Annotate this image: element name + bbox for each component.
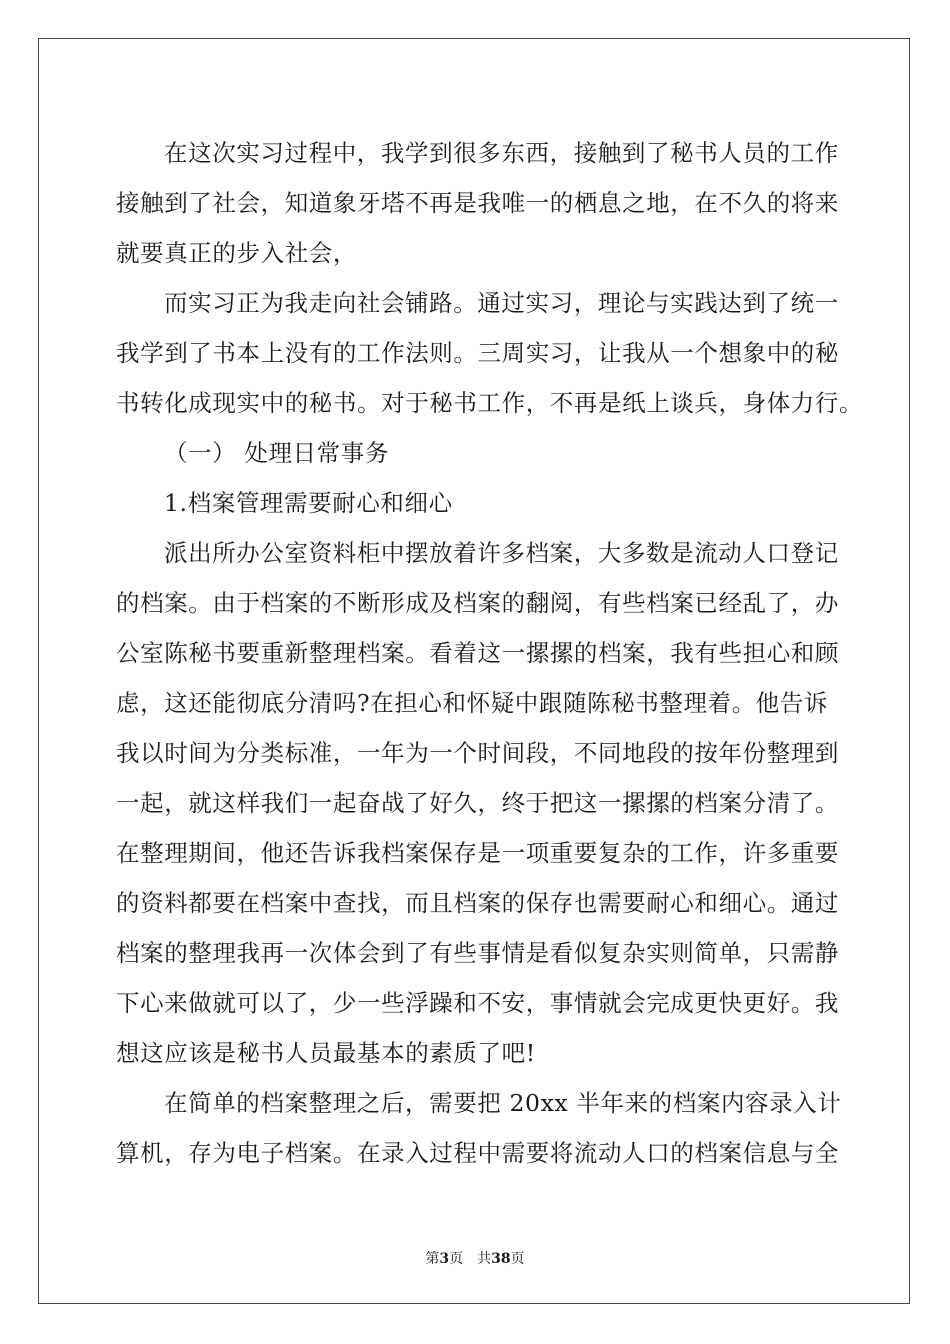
text-line: 的资料都要在档案中查找，而且档案的保存也需要耐心和细心。通过 <box>116 889 839 917</box>
text-line: 书转化成现实中的秘书。对于秘书工作，不再是纸上谈兵，身体力行。 <box>116 389 864 417</box>
text-line: 我以时间为分类标准，一年为一个时间段，不同地段的按年份整理到 <box>116 739 839 767</box>
text-line: 而实习正为我走向社会铺路。通过实习，理论与实践达到了统一 <box>164 289 839 317</box>
text-line: （一） 处理日常事务 <box>164 439 389 467</box>
text-line: 一起，就这样我们一起奋战了好久，终于把这一摞摞的档案分清了。 <box>116 789 839 817</box>
text-line: 下心来做就可以了，少一些浮躁和不安，事情就会完成更快更好。我 <box>116 989 839 1017</box>
page-footer <box>0 1248 950 1268</box>
text-line: 虑，这还能彻底分清吗?在担心和怀疑中跟随陈秘书整理着。他告诉 <box>116 689 829 717</box>
text-line: 就要真正的步入社会， <box>116 239 357 267</box>
text-line: 1.档案管理需要耐心和细心 <box>164 489 453 517</box>
text-line: 在简单的档案整理之后，需要把 20xx 半年来的档案内容录入计 <box>164 1089 842 1117</box>
text-line: 档案的整理我再一次体会到了有些事情是看似复杂实则简单，只需静 <box>116 939 839 967</box>
text-line: 算机，存为电子档案。在录入过程中需要将流动人口的档案信息与全 <box>116 1139 839 1167</box>
text-line: 接触到了社会，知道象牙塔不再是我唯一的栖息之地，在不久的将来 <box>116 189 839 217</box>
current-page-number: 3 <box>439 1251 450 1267</box>
total-prefix: 共 <box>477 1251 492 1267</box>
total-page-count: 38 <box>491 1251 511 1267</box>
text-line: 在整理期间，他还告诉我档案保存是一项重要复杂的工作，许多重要 <box>116 839 839 867</box>
text-line: 派出所办公室资料柜中摆放着许多档案，大多数是流动人口登记 <box>164 539 839 567</box>
document-body <box>116 128 864 1178</box>
text-line: 的档案。由于档案的不断形成及档案的翻阅，有些档案已经乱了，办 <box>116 589 839 617</box>
page-prefix: 第 <box>425 1251 440 1267</box>
total-suffix: 页 <box>510 1251 525 1267</box>
page-suffix: 页 <box>449 1251 464 1267</box>
text-line: 公室陈秘书要重新整理档案。看着这一摞摞的档案，我有些担心和顾 <box>116 639 839 667</box>
text-line: 想这应该是秘书人员最基本的素质了吧! <box>116 1039 536 1067</box>
text-line: 在这次实习过程中，我学到很多东西，接触到了秘书人员的工作 <box>164 139 839 167</box>
text-line: 我学到了书本上没有的工作法则。三周实习，让我从一个想象中的秘 <box>116 339 839 367</box>
